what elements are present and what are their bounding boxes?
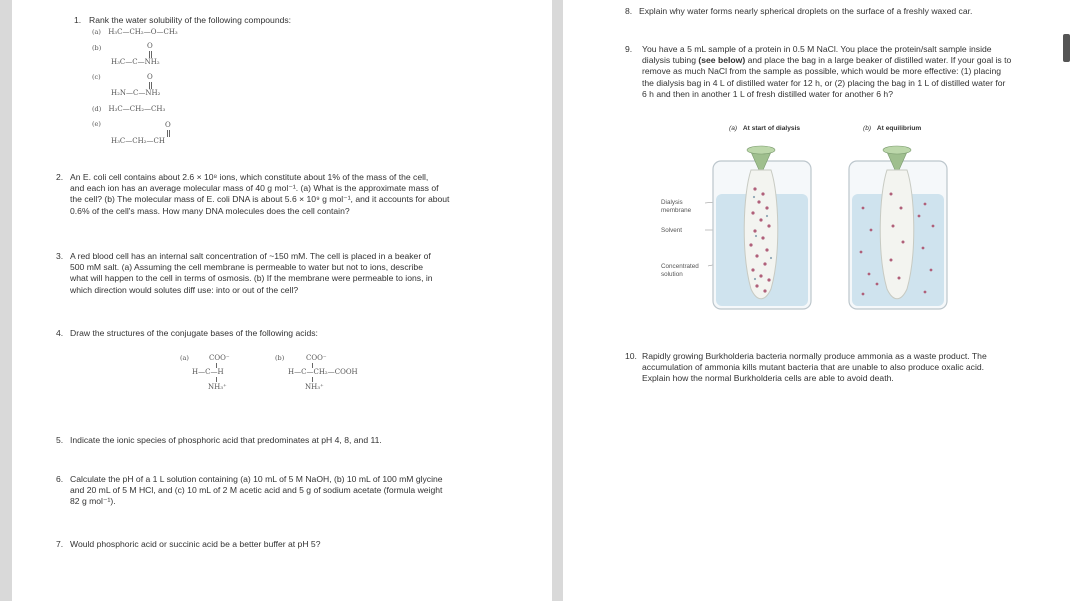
question-9 [625,44,1065,104]
acid-label: (a) [180,354,189,362]
acid-main-chain: H—C—CH₂—COOH [288,368,358,376]
acid-amino: NH₃⁺ [208,383,227,391]
question-text [642,351,987,385]
question-8 [625,6,1065,18]
question-number: 3. [56,251,64,261]
question-7 [56,539,536,551]
question-line: An E. coli cell contains about 2.6 × 10⁸ ions, which constitute about 1% of the mass of the cell, [70,172,429,182]
question-text [70,251,433,296]
question-line: and 20 mL of 5 M HCl, and (c) 10 mL of 2 M acetic acid and 5 g of sodium acetate (formula weight [70,485,443,496]
question-line: remove as much NaCl from the sample as possible, which would be more effective: (1) placing [642,66,1002,77]
double-bond [151,82,152,89]
question-line: the cell? (b) The molecular mass of E. coli DNA is about 5.6 × 10⁹ g mol⁻¹, and it accounts for about [70,194,450,205]
question-line: the dialysis bag in 4 L of distilled water for 12 h, or (2) placing the bag in 1 L of distilled water for [642,77,1006,88]
question-text: Would phosphoric acid or succinic acid be a better buffer at pH 5? [70,539,321,549]
acid-carboxylate: COO⁻ [306,354,327,362]
label-line: solution [661,270,683,278]
panel-label: (b) [863,125,872,132]
beaker-b [849,146,947,309]
question-line: 0.6% of the cell's mass. How many DNA molecules does the cell contain? [70,205,350,216]
label-line: Concentrated [661,263,699,270]
label-line: Dialysis [661,199,683,206]
question-text: Indicate the ionic species of phosphoric acid that predominates at pH 4, 8, and 11. [70,435,382,445]
carbonyl-oxygen: O [165,121,171,129]
compound-formula: H₃C—CH₂—O—CH₃ [108,28,178,36]
bond [312,377,313,382]
question-text: Rank the water solubility of the following compounds: [89,15,292,25]
label-line: membrane [661,206,692,214]
question-number: 1. [74,15,82,25]
question-line: Rapidly growing Burkholderia bacteria normally produce ammonia as a waste product. The [642,351,987,361]
panel-label: (a) [729,125,738,132]
compound-a [92,28,178,37]
question-number: 2. [56,172,64,182]
question-line: 6 h and then in another 1 L of fresh distilled water for another 6 h? [642,88,893,99]
question-text [70,172,449,217]
question-1 [74,15,534,27]
double-bond [149,82,150,89]
compound-formula: H₃C—CH₂—CH₃ [108,105,166,113]
figure-heading-b [863,125,921,132]
question-line: and each ion has an average molecular mass of 40 g mol⁻¹. (a) What is the approximate mass of [70,183,439,194]
text-run: dialysis tubing [642,55,699,66]
compound-b-formula: H₃C—C—NH₂ [111,58,160,66]
question-line: You have a 5 mL sample of a protein in 0.5 M NaCl. You place the protein/salt sample inside [642,44,992,54]
compound-label: (c) [92,73,101,81]
panel-title: At start of dialysis [742,125,801,132]
scrollbar-thumb[interactable] [1063,34,1070,62]
question-2 [56,172,536,220]
text-run: and place the bag in a large beaker of distilled water. If your goal is to [745,55,1012,66]
question-6 [56,474,536,510]
double-bond [167,130,168,137]
left-page [12,0,552,601]
question-line: which direction would solutes diff use: into or out of the cell? [70,284,299,295]
question-line: 500 mM salt. (a) Assuming the cell membrane is permeable to water but not to ions, describe [70,262,423,273]
acid-label: (b) [275,354,285,362]
right-page [563,0,1070,601]
compound-label: (a) [92,28,101,36]
question-line: accumulation of ammonia kills mutant bacteria that are unable to also produce oxalic acid. [642,362,985,373]
question-5 [56,435,536,447]
question-10 [625,351,1065,387]
question-text [70,474,443,508]
compound-c-formula: H₂N—C—NH₂ [111,89,161,97]
acid-main-chain: H—C—H [192,368,224,376]
question-text [642,44,1011,100]
double-bond [151,51,152,58]
question-number: 7. [56,539,64,549]
question-number: 8. [625,6,633,16]
question-number: 10. [625,351,637,361]
dialysis-illustration [693,134,983,314]
question-line: A red blood cell has an internal salt concentration of ~150 mM. The cell is placed in a beaker of [70,251,431,261]
question-3 [56,251,536,299]
question-4 [56,328,536,340]
bond [216,377,217,382]
acid-carboxylate: COO⁻ [209,354,230,362]
compound-e-formula: H₃C—CH₂—CH [111,137,165,145]
compound-c-label [92,73,101,82]
compound-label: (b) [92,44,102,52]
question-number: 9. [625,44,633,54]
panel-title: At equilibrium [876,125,922,132]
carbonyl-oxygen: O [147,73,153,81]
double-bond [169,130,170,137]
compound-b-label [92,44,101,53]
question-number: 5. [56,435,64,445]
beaker-a [713,146,811,309]
label-dialysis-membrane [661,199,691,214]
question-text: Draw the structures of the conjugate bases of the following acids: [70,328,318,338]
compound-d [92,105,165,114]
question-line: Explain how the normal Burkholderia cells are able to avoid death. [642,373,894,384]
question-line: Calculate the pH of a 1 L solution containing (a) 10 mL of 5 M NaOH, (b) 10 mL of 100 mM glycine [70,474,443,484]
bold-reference: (see below) [698,55,746,66]
question-line: what will happen to the cell in terms of osmosis. (b) If the membrane were permeable to ions, in [70,273,433,284]
compound-label: (e) [92,120,101,128]
acid-amino: NH₃⁺ [305,383,324,391]
compound-label: (d) [92,105,102,113]
question-text: Explain why water forms nearly spherical droplets on the surface of a freshly waxed car. [639,6,973,16]
compound-e-label [92,120,101,129]
double-bond [149,51,150,58]
question-number: 4. [56,328,64,338]
question-line: 82 g mol⁻¹). [70,496,116,507]
figure-heading-a [729,125,800,132]
question-line [642,55,1011,66]
question-number: 6. [56,474,64,484]
label-solvent: Solvent [661,227,683,234]
carbonyl-oxygen: O [147,42,153,50]
